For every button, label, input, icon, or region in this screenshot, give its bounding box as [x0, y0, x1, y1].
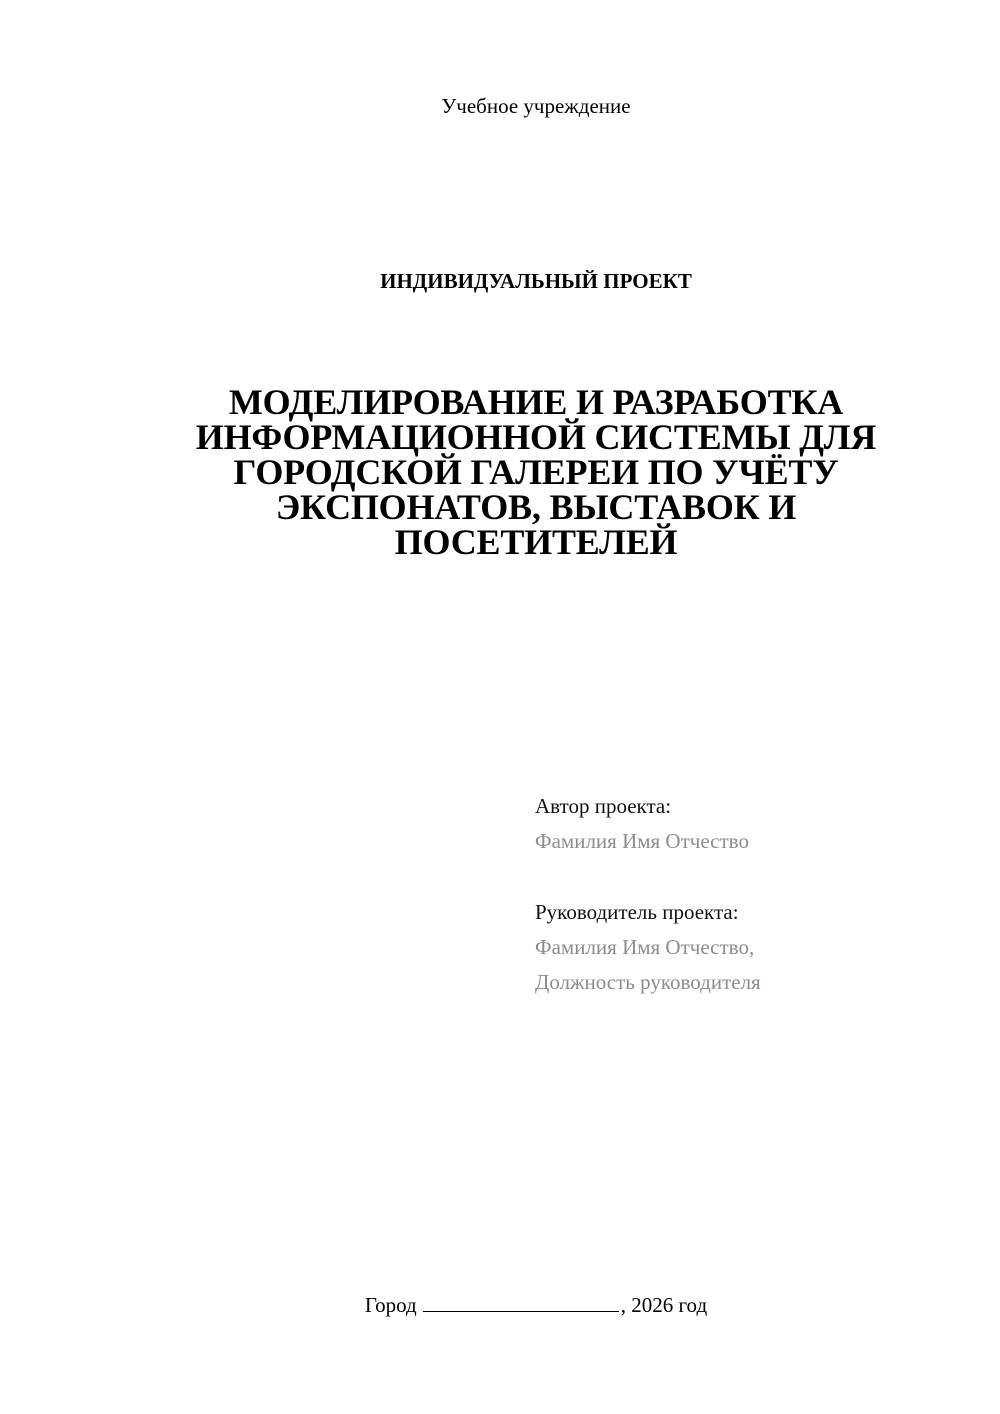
project-title-line: ПОСЕТИТЕЛЕЙ	[394, 522, 678, 562]
authors-block	[535, 789, 975, 1000]
project-title	[160, 382, 912, 562]
supervisor-position: Должность руководителя	[535, 970, 761, 994]
institution-name: Учебное учреждение	[441, 94, 631, 118]
project-title-line: ЭКСПОНАТОВ, ВЫСТАВОК И	[275, 487, 797, 527]
city-blank-line	[423, 1291, 619, 1312]
city-label: Город	[364, 1293, 417, 1317]
project-title-line: ИНФОРМАЦИОННОЙ СИСТЕМЫ ДЛЯ	[195, 417, 877, 457]
spacer	[535, 859, 975, 895]
project-title-line: МОДЕЛИРОВАНИЕ И РАЗРАБОТКА	[228, 382, 844, 422]
supervisor-label: Руководитель проекта:	[535, 900, 739, 924]
author-name: Фамилия Имя Отчество	[535, 829, 749, 853]
project-title-line: ГОРОДСКОЙ ГАЛЕРЕИ ПО УЧЁТУ	[233, 452, 839, 492]
project-type: ИНДИВИДУАЛЬНЫЙ ПРОЕКТ	[380, 269, 692, 293]
author-label: Автор проекта:	[535, 794, 672, 818]
footer-city-year	[0, 1291, 1000, 1319]
year-text: , 2026 год	[620, 1293, 708, 1317]
supervisor-name: Фамилия Имя Отчество,	[535, 935, 755, 959]
